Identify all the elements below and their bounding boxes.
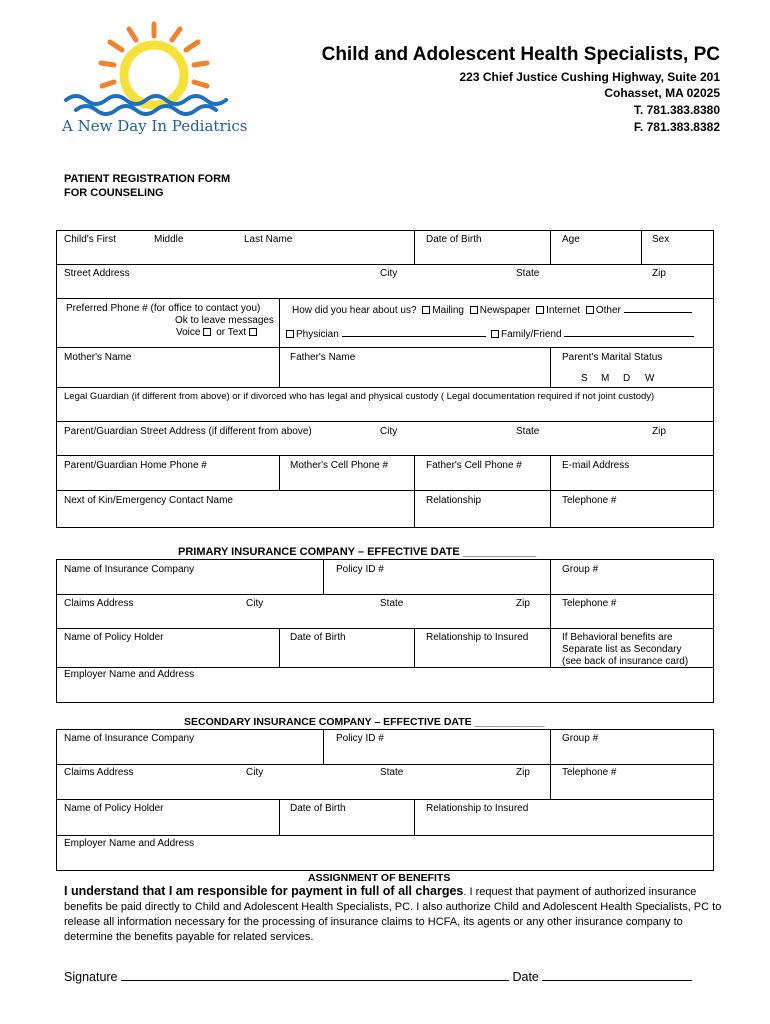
emergency-telephone-field[interactable]: Telephone # [562,495,617,506]
mothers-cell-field[interactable]: Mother's Cell Phone # [290,460,389,471]
behavioral-note: If Behavioral benefits are Separate list as Secondary (see back of insurance card) [562,632,689,667]
primary-employer-field[interactable]: Employer Name and Address [64,669,195,680]
state-field[interactable]: State [516,268,540,279]
primary-insurance-table [56,559,714,703]
secondary-company-field[interactable]: Name of Insurance Company [64,733,195,744]
family-friend-checkbox[interactable] [491,330,499,338]
primary-holder-field[interactable]: Name of Policy Holder [64,632,164,643]
newspaper-checkbox[interactable] [470,306,478,314]
voice-checkbox[interactable] [203,328,211,336]
fathers-cell-field[interactable]: Father's Cell Phone # [426,460,522,471]
marital-s-option[interactable]: S [581,373,588,384]
family-friend-option: Family/Friend [488,327,694,341]
secondary-policy-id-field[interactable]: Policy ID # [336,733,384,744]
primary-claims-address-field[interactable]: Claims Address [64,598,134,609]
text-checkbox[interactable] [249,328,257,336]
secondary-employer-field[interactable]: Employer Name and Address [64,838,195,849]
secondary-holder-field[interactable]: Name of Policy Holder [64,803,164,814]
primary-company-field[interactable]: Name of Insurance Company [64,564,195,575]
assignment-body: . I request that payment of authorized insurance benefits be paid directly to Child and Adolescent Health Specialists, PC. I also authorize Child and Adolescent Health Specialists, PC to release all information necessary for the processing of insurance claims to HCFA, its agents or any other insurance company to determine the benefits payable for related services. [64,886,722,943]
preferred-phone-field[interactable]: Preferred Phone # (for office to contact you) [66,303,261,314]
pg-state-field[interactable]: State [516,426,540,437]
date-label: Date [512,970,539,984]
city-field[interactable]: City [380,268,398,279]
fax-number: F. 781.383.8382 [633,120,720,134]
primary-city-field[interactable]: City [246,598,264,609]
address-line-1: 223 Chief Justice Cushing Highway, Suite 201 [459,70,720,84]
zip-field[interactable]: Zip [652,268,666,279]
primary-policy-id-field[interactable]: Policy ID # [336,564,384,575]
sex-field[interactable]: Sex [652,234,670,245]
voice-text-options: Voice or Text [176,327,259,339]
secondary-relationship-field[interactable]: Relationship to Insured [426,803,529,814]
how-did-you-hear: How did you hear about us? Mailing Newspaper Internet Other [292,303,692,317]
other-checkbox[interactable] [586,306,594,314]
secondary-holder-dob-field[interactable]: Date of Birth [290,803,346,814]
marital-d-option[interactable]: D [623,373,631,384]
practice-name: Child and Adolescent Health Specialists, PC [321,44,720,65]
primary-relationship-field[interactable]: Relationship to Insured [426,632,529,643]
signature-line [64,969,692,984]
next-of-kin-field[interactable]: Next of Kin/Emergency Contact Name [64,495,233,506]
secondary-zip-field[interactable]: Zip [516,767,530,778]
mothers-name-field[interactable]: Mother's Name [64,352,132,363]
middle-name-field[interactable]: Middle [154,234,184,245]
secondary-telephone-field[interactable]: Telephone # [562,767,617,778]
primary-insurance-title: PRIMARY INSURANCE COMPANY – EFFECTIVE DATE ____________ [178,546,537,558]
physician-option: Physician [283,327,486,341]
last-name-field[interactable]: Last Name [244,234,293,245]
age-field[interactable]: Age [562,234,580,245]
secondary-group-field[interactable]: Group # [562,733,599,744]
primary-group-field[interactable]: Group # [562,564,599,575]
internet-checkbox[interactable] [536,306,544,314]
primary-telephone-field[interactable]: Telephone # [562,598,617,609]
pg-zip-field[interactable]: Zip [652,426,666,437]
physician-checkbox[interactable] [286,330,294,338]
email-field[interactable]: E-mail Address [562,460,630,471]
street-address-field[interactable]: Street Address [64,268,130,279]
dob-field[interactable]: Date of Birth [426,234,482,245]
pg-city-field[interactable]: City [380,426,398,437]
childs-first-field[interactable]: Child's First [64,234,116,245]
assignment-text [64,884,724,945]
signature-label: Signature [64,970,118,984]
signature-field[interactable] [121,969,509,981]
primary-state-field[interactable]: State [380,598,404,609]
form-title: PATIENT REGISTRATION FORM FOR COUNSELING [64,173,231,199]
marital-w-option[interactable]: W [645,373,655,384]
assignment-bold: I understand that I am responsible for payment in full of all charges [64,884,464,898]
logo-tagline: A New Day In Pediatrics [62,117,248,135]
primary-zip-field[interactable]: Zip [516,598,530,609]
marital-status-label: Parent's Marital Status [562,352,663,363]
secondary-city-field[interactable]: City [246,767,264,778]
secondary-insurance-title: SECONDARY INSURANCE COMPANY – EFFECTIVE DATE ____________ [184,716,545,728]
fathers-name-field[interactable]: Father's Name [290,352,356,363]
signature-date-field[interactable] [542,969,692,981]
sun-logo-graphic [56,20,246,130]
secondary-state-field[interactable]: State [380,767,404,778]
practice-logo [56,20,246,150]
phone-number: T. 781.383.8380 [633,103,720,117]
pg-home-phone-field[interactable]: Parent/Guardian Home Phone # [64,460,207,471]
legal-guardian-field[interactable]: Legal Guardian (if different from above) or if divorced who has legal and physical custody ( Legal documentation required if not joint custody) [64,391,655,402]
ok-leave-messages: Ok to leave messages [175,315,274,326]
assignment-title: ASSIGNMENT OF BENEFITS [308,872,451,884]
mailing-checkbox[interactable] [422,306,430,314]
marital-m-option[interactable]: M [601,373,610,384]
primary-holder-dob-field[interactable]: Date of Birth [290,632,346,643]
pg-street-field[interactable]: Parent/Guardian Street Address (if different from above) [64,426,312,437]
relationship-field[interactable]: Relationship [426,495,482,506]
address-line-2: Cohasset, MA 02025 [604,86,720,100]
secondary-claims-address-field[interactable]: Claims Address [64,767,134,778]
